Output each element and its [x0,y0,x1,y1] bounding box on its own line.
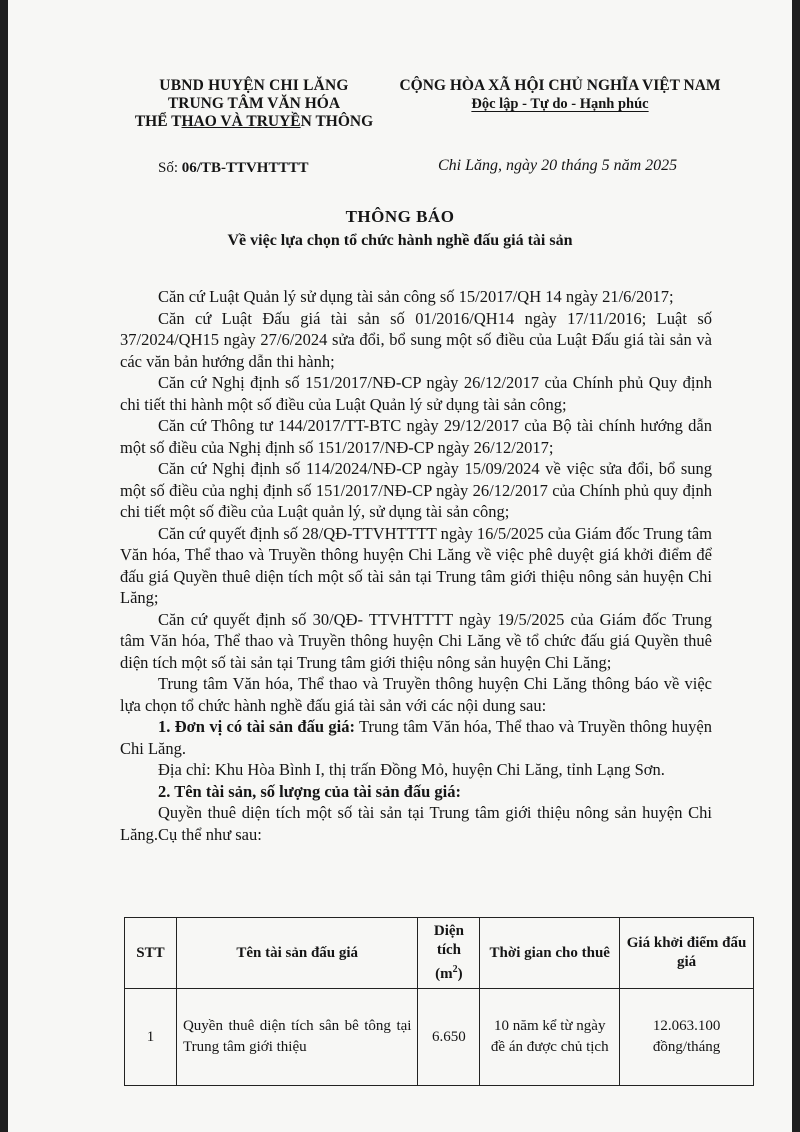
section-2-heading: 2. Tên tài sản, số lượng của tài sản đấu giá: [158,781,461,801]
col-header-asset-name: Tên tài sản đấu giá [176,918,417,989]
issuing-agency-block [104,77,404,131]
asset-table [124,917,754,1086]
col-header-duration: Thời gian cho thuê [480,918,620,989]
cell-starting-price: 12.063.100 đồng/tháng [620,989,754,1086]
legal-basis-paragraph: Căn cứ Luật Quản lý sử dụng tài sản công số 15/2017/QH 14 ngày 21/6/2017; [158,287,674,306]
section-1: 1. Đơn vị có tài sản đấu giá: Trung tâm Văn hóa, Thể thao và Truyền thông huyện Chi Lăng. [120,717,713,758]
section-1-address: Địa chỉ: Khu Hòa Bình I, thị trấn Đồng Mỏ, huyện Chi Lăng, tỉnh Lạng Sơn. [158,760,665,779]
cell-area: 6.650 [418,989,480,1086]
col-header-stt: STT [125,918,177,989]
place-date: Chi Lăng, ngày 20 tháng 5 năm 2025 [438,157,678,174]
intro-paragraph: Trung tâm Văn hóa, Thể thao và Truyền thông huyện Chi Lăng thông báo về việc lựa chọn tổ chức hành nghề đấu giá tài sản với các nội dung sau: [120,674,712,715]
legal-basis-paragraph: Căn cứ quyết định số 28/QĐ-TTVHTTTT ngày 16/5/2025 của Giám đốc Trung tâm Văn hóa, Thể thao và Truyền thông huyện Chi Lăng về việc phê duyệt giá khởi điểm để đấu giá Quyền thuê diện tích một số tài sản tại Trung tâm giới thiệu nông sản huyện Chi Lăng; [120,523,712,607]
national-name: CỘNG HÒA XÃ HỘI CHỦ NGHĨA VIỆT NAM [399,77,721,94]
legal-basis-paragraph: Căn cứ Nghị định số 151/2017/NĐ-CP ngày 26/12/2017 của Chính phủ Quy định chi tiết thi hành một số điều của Luật Quản lý sử dụng tài sản công; [120,373,712,414]
cell-asset-name: Quyền thuê diện tích sân bê tông tại Trung tâm giới thiệu [176,989,417,1086]
col-header-starting-price: Giá khởi điểm đấu giá [620,918,754,989]
legal-basis-paragraph: Căn cứ quyết định số 30/QĐ- TTVHTTTT ngày 19/5/2025 của Giám đốc Trung tâm Văn hóa, Thể thao và Truyền thông huyện Chi Lăng về tổ chức đấu giá Quyền thuê diện tích một số tài sản tại Trung tâm giới thiệu nông sản huyện Chi Lăng; [120,609,712,672]
legal-basis-paragraph: Căn cứ Luật Đấu giá tài sản số 01/2016/QH14 ngày 17/11/2016; Luật số 37/2024/QH15 ngày 27/6/2024 sửa đổi, bổ sung một số điều của Luật Đấu giá tài sản và các văn bản hướng dẫn thi hành; [120,308,712,371]
document-title: THÔNG BÁO [345,207,455,226]
table-header-row [125,918,754,989]
document-body [120,286,712,845]
document-number: Số: 06/TB-TTVHTTTT [158,160,309,176]
agency-line-2: TRUNG TÂM VĂN HÓA [167,95,341,112]
document-page [8,0,792,1132]
agency-line-1: UBND HUYỆN CHI LĂNG [159,77,349,94]
section-2-text: Quyền thuê diện tích một số tài sản tại Trung tâm giới thiệu nông sản huyện Chi Lăng.Cụ thể như sau: [120,803,712,844]
col-header-area: Diện tích $(m^2)$ [418,918,480,989]
document-subtitle: Về việc lựa chọn tổ chức hành nghề đấu giá tài sản [227,232,573,249]
agency-line-3: THỂ THAO VÀ TRUYỀN THÔNG [134,113,374,130]
cell-stt: 1 [125,989,177,1086]
cell-duration: 10 năm kể từ ngày đề án được chủ tịch [480,989,620,1086]
table-row [125,989,754,1086]
legal-basis-paragraph: Căn cứ Thông tư 144/2017/TT-BTC ngày 29/12/2017 của Bộ tài chính hướng dẫn một số điều của Nghị định số 151/2017/NĐ-CP ngày 26/12/2017; [120,416,712,457]
legal-basis-paragraph: Căn cứ Nghị định số 114/2024/NĐ-CP ngày 15/09/2024 về việc sửa đổi, bổ sung một số điều của nghị định số 151/2017/NĐ-CP ngày 26/12/2017 của Chính phủ quy định chi tiết một số điều của Luật quản lý, sử dụng tài sản công; [120,459,712,521]
national-motto-block [380,77,740,113]
national-motto: Độc lập - Tự do - Hạnh phúc [471,96,649,112]
